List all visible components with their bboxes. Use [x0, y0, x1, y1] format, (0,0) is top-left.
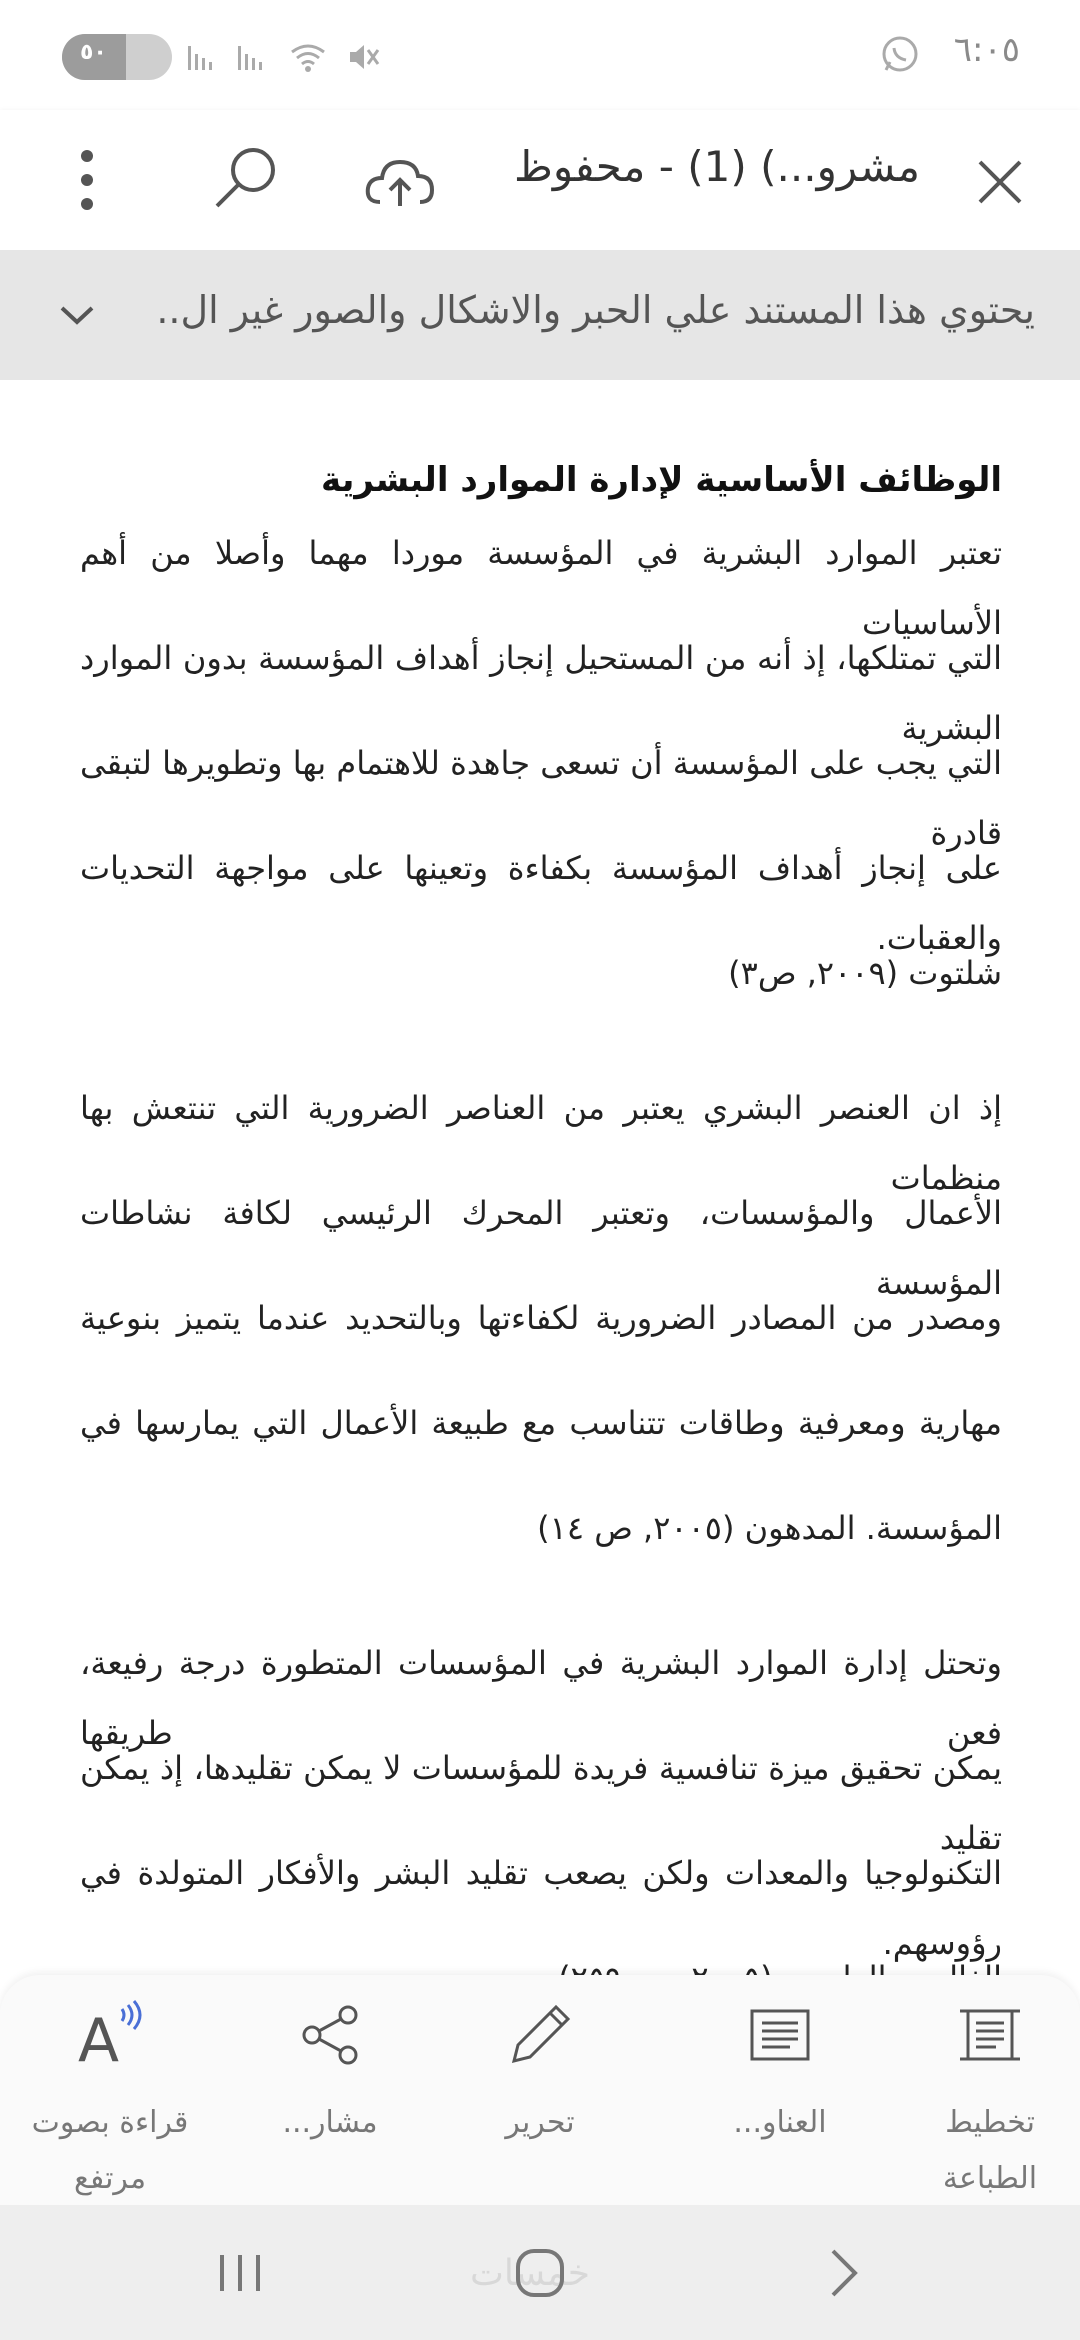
read-aloud-button[interactable] — [10, 1995, 210, 2205]
app-bar — [0, 110, 1080, 250]
paragraph-line: ومصدر من المصادر الضرورية لكفاءتها وبالتحديد عندما يتميز بنوعية — [80, 1299, 1002, 1337]
paragraph-citation: شلتوت (٢٠٠٩, ص٣) — [728, 954, 1002, 992]
print-layout-icon — [950, 1995, 1030, 2075]
paragraph-line: تعتبر الموارد البشرية في المؤسسة موردا مهما وأصلا من أهم الأساسيات — [80, 534, 1002, 642]
paragraph-line: الأعمال والمؤسسات، وتعتبر المحرك الرئيسي لكافة نشاطات المؤسسة — [80, 1194, 1002, 1302]
compatibility-banner[interactable] — [0, 250, 1080, 380]
svg-text:A: A — [78, 2006, 120, 2076]
wifi-icon — [286, 40, 330, 74]
document-body — [80, 450, 1002, 2048]
watermark: خمسات — [470, 2253, 591, 2294]
signal-icon-2 — [236, 40, 272, 74]
share-button[interactable] — [240, 1995, 420, 2205]
print-layout-label: تخطيط الطباعة — [942, 2105, 1038, 2196]
share-label: مشار... — [282, 2105, 378, 2140]
read-aloud-label: قراءة بصوت مرتفع — [31, 2105, 189, 2196]
read-aloud-icon — [70, 1995, 150, 2075]
paragraph-2 — [80, 1073, 1002, 1598]
close-icon[interactable] — [960, 142, 1040, 222]
headings-icon — [740, 1995, 820, 2075]
chevron-down-icon[interactable] — [52, 290, 102, 340]
battery-icon — [62, 34, 172, 80]
mute-icon — [344, 40, 380, 74]
battery-level: ٥٠ — [80, 40, 107, 65]
home-icon[interactable] — [500, 2243, 580, 2303]
document-viewport[interactable] — [0, 380, 1080, 1975]
headings-label: العناو... — [733, 2105, 827, 2140]
more-options-icon[interactable] — [62, 140, 112, 220]
paragraph-line: إذ ان العنصر البشري يعتبر من العناصر الضرورية التي تنتعش بها منظمات — [80, 1089, 1002, 1197]
clock: ٦:٠٥ — [953, 30, 1020, 70]
status-bar — [0, 0, 1080, 110]
bottom-toolbar — [0, 1975, 1080, 2205]
headings-button[interactable] — [690, 1995, 870, 2205]
signal-icon — [186, 40, 222, 74]
share-icon — [290, 1995, 370, 2075]
cloud-upload-icon[interactable] — [360, 144, 440, 224]
print-layout-button[interactable] — [900, 1995, 1080, 2205]
paragraph-line: يمكن تحقيق ميزة تنافسية فريدة للمؤسسات لا يمكن تقليدها، إذ يمكن تقليد — [80, 1749, 1002, 1857]
paragraph-line: وتحتل إدارة الموارد البشرية في المؤسسات المتطورة درجة رفيعة، فعن طريقها — [80, 1644, 1002, 1752]
system-nav-bar — [0, 2205, 1080, 2340]
edit-button[interactable] — [450, 1995, 630, 2205]
edit-label: تحرير — [505, 2105, 575, 2140]
banner-message: يحتوي هذا المستند علي الحبر والاشكال والصور غير ال.. — [156, 288, 1035, 332]
paragraph-line: التكنولوجيا والمعدات ولكن يصعب تقليد البشر والأفكار المتولدة في رؤوسهم. — [80, 1854, 1002, 1962]
paragraph-line: التي يجب على المؤسسة أن تسعى جاهدة للاهتمام بها وتطويرها لتبقى قادرة — [80, 744, 1002, 852]
paragraph-line: مهارية ومعرفية وطاقات تتناسب مع طبيعة الأعمال التي يمارسها في — [80, 1404, 1002, 1442]
paragraph-1 — [80, 518, 1002, 1043]
back-icon[interactable] — [803, 2243, 883, 2303]
search-icon[interactable] — [205, 140, 285, 220]
pencil-icon — [500, 1995, 580, 2075]
paragraph-line: التي تمتلكها، إذ أنه من المستحيل إنجاز أهداف المؤسسة بدون الموارد البشرية — [80, 639, 1002, 747]
paragraph-line: على إنجاز أهداف المؤسسة بكفاءة وتعينها على مواجهة التحديات والعقبات. — [80, 849, 1002, 957]
paragraph-citation: المؤسسة. المدهون (٢٠٠٥, ص ١٤) — [537, 1509, 1002, 1547]
document-title[interactable]: مشرو...) (1) - محفوظ — [514, 142, 920, 191]
whatsapp-icon — [880, 34, 920, 74]
document-heading: الوظائف الأساسية لإدارة الموارد البشرية — [321, 460, 1002, 500]
recent-apps-icon[interactable] — [200, 2243, 280, 2303]
status-icons — [62, 34, 380, 80]
